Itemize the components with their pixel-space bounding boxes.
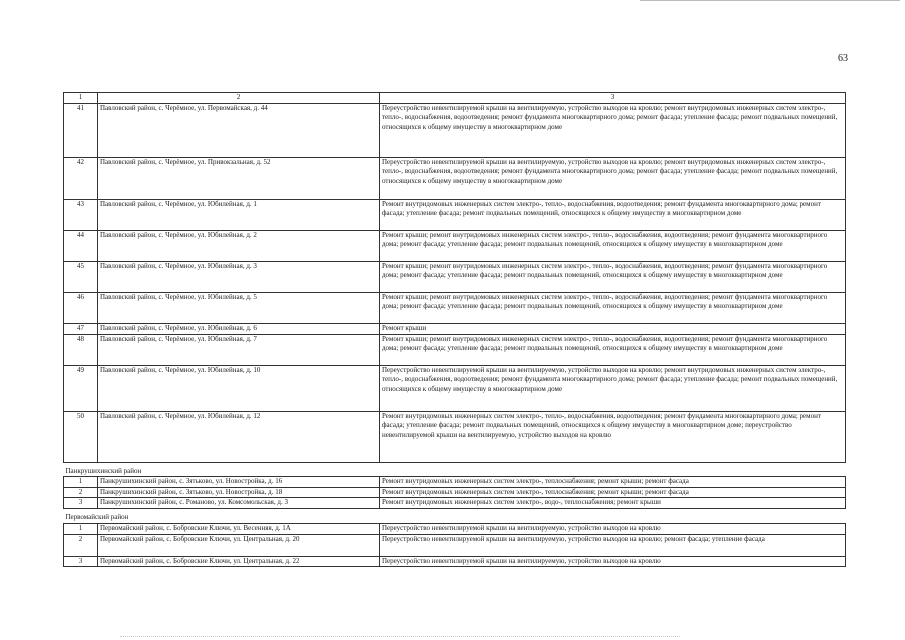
- row-works: Ремонт внутридомовых инженерных систем электро-, теплоснабжения; ремонт крыши; ремонт фасада: [380, 487, 846, 498]
- table-row: [64, 556, 846, 567]
- row-number: 41: [64, 103, 98, 157]
- table-row: [64, 523, 846, 534]
- row-number: 1: [64, 523, 98, 534]
- row-works: Переустройство невентилируемой крыши на вентилируемую, устройство выходов на кровлю; ремонт внутридомовых инженерных систем электро-, тепло-, водоснабжения, водоотведения; ремонт фундамента многоквартирного дома; ремонт фасада; утепление фасада; ремонт подвальных помещений, относящихся к общему имуществу в многоквартирном доме: [380, 365, 846, 411]
- page-number: 63: [838, 53, 848, 64]
- row-works: Ремонт внутридомовых инженерных систем электро-, тепло-, водоснабжения, водоотведения; ремонт фундамента многоквартирного дома; ремонт фасада; утепление фасада; ремонт подвальных помещений, относящихся к общему имуществу в многоквартирном доме; переустройство невентилируемой крыши на вентилируемую, устройство выходов на кровлю: [380, 411, 846, 462]
- row-number: 3: [64, 498, 98, 509]
- table-row: [64, 365, 846, 411]
- table-row: [64, 477, 846, 488]
- header-col-3: 3: [380, 93, 846, 104]
- row-number: 2: [64, 534, 98, 556]
- row-number: 44: [64, 230, 98, 261]
- row-address: Павловский район, с. Черёмное, ул. Юбилейная, д. 12: [98, 411, 380, 462]
- table-row: [64, 261, 846, 292]
- table-row: [64, 534, 846, 556]
- table-row: [64, 103, 846, 157]
- row-address: Павловский район, с. Черёмное, ул. Юбилейная, д. 1: [98, 199, 380, 230]
- row-number: 45: [64, 261, 98, 292]
- row-address: Павловский район, с. Черёмное, ул. Юбилейная, д. 10: [98, 365, 380, 411]
- row-address: Панкрушихинский район, с. Зятьково, ул. Новостройка, д. 16: [98, 477, 380, 488]
- section-title: Первомайский район: [64, 508, 846, 523]
- header-col-2: 2: [98, 93, 380, 104]
- row-works: Ремонт крыши; ремонт внутридомовых инженерных систем электро-, тепло-, водоснабжения, водоотведения; ремонт фундамента многоквартирного дома; ремонт фасада; утепление фасада; ремонт подвальных помещений, относящихся к общему имуществу в многоквартирном доме: [380, 292, 846, 323]
- row-number: 49: [64, 365, 98, 411]
- table-row: [64, 230, 846, 261]
- table-row: [64, 334, 846, 365]
- row-address: Павловский район, с. Черёмное, ул. Юбилейная, д. 2: [98, 230, 380, 261]
- row-works: Ремонт крыши; ремонт внутридомовых инженерных систем электро-, тепло-, водоснабжения, водоотведения; ремонт фундамента многоквартирного дома; ремонт фасада; утепление фасада; ремонт подвальных помещений, относящихся к общему имуществу в многоквартирном доме: [380, 230, 846, 261]
- row-address: Павловский район, с. Черёмное, ул. Юбилейная, д. 5: [98, 292, 380, 323]
- top-scan-rule: [640, 0, 900, 1]
- row-address: Панкрушихинский район, с. Романово, ул. Комсомольская, д. 3: [98, 498, 380, 509]
- scan-edge-marks: [120, 636, 680, 638]
- row-works: Ремонт внутридомовых инженерных систем электро-, тепло-, водоснабжения, водоотведения; ремонт фундамента многоквартирного дома; ремонт фасада; утепление фасада; ремонт подвальных помещений, относящихся к общему имуществу в многоквартирном доме: [380, 199, 846, 230]
- row-works: Переустройство невентилируемой крыши на вентилируемую, устройство выходов на кровлю; ремонт фасада; утепление фасада: [380, 534, 846, 556]
- table-header-row: [64, 93, 846, 104]
- row-address: Павловский район, с. Черёмное, ул. Привокзальная, д. 52: [98, 157, 380, 199]
- table-row: [64, 487, 846, 498]
- row-address: Павловский район, с. Черёмное, ул. Юбилейная, д. 7: [98, 334, 380, 365]
- row-address: Первомайский район, с. Бобровские Ключи, ул. Центральная, д. 22: [98, 556, 380, 567]
- row-works: Ремонт крыши; ремонт внутридомовых инженерных систем электро-, тепло-, водоснабжения, водоотведения; ремонт фундамента многоквартирного дома; ремонт фасада; утепление фасада; ремонт подвальных помещений, относящихся к общему имуществу в многоквартирном доме: [380, 334, 846, 365]
- row-address: Павловский район, с. Черёмное, ул. Юбилейная, д. 6: [98, 323, 380, 334]
- header-col-1: 1: [64, 93, 98, 104]
- row-address: Павловский район, с. Черёмное, ул. Первомайская, д. 44: [98, 103, 380, 157]
- row-works: Переустройство невентилируемой крыши на вентилируемую, устройство выходов на кровлю; ремонт внутридомовых инженерных систем электро-, тепло-, водоснабжения, водоотведения; ремонт фундамента многоквартирного дома; ремонт фасада; утепление фасада; ремонт подвальных помещений, относящихся к общему имуществу в многоквартирном доме: [380, 103, 846, 157]
- row-works: Переустройство невентилируемой крыши на вентилируемую, устройство выходов на кровлю: [380, 556, 846, 567]
- row-number: 3: [64, 556, 98, 567]
- row-works: Ремонт крыши; ремонт внутридомовых инженерных систем электро-, тепло-, водоснабжения, водоотведения; ремонт фундамента многоквартирного дома; ремонт фасада; утепление фасада; ремонт подвальных помещений, относящихся к общему имуществу в многоквартирном доме: [380, 261, 846, 292]
- table-row: [64, 157, 846, 199]
- row-works: Ремонт крыши: [380, 323, 846, 334]
- row-number: 2: [64, 487, 98, 498]
- row-number: 1: [64, 477, 98, 488]
- row-number: 43: [64, 199, 98, 230]
- row-number: 50: [64, 411, 98, 462]
- row-number: 48: [64, 334, 98, 365]
- section-header-row: [64, 462, 846, 477]
- row-number: 46: [64, 292, 98, 323]
- row-number: 47: [64, 323, 98, 334]
- row-address: Павловский район, с. Черёмное, ул. Юбилейная, д. 3: [98, 261, 380, 292]
- row-works: Ремонт внутридомовых инженерных систем электро-, водо-, теплоснабжения; ремонт крыши: [380, 498, 846, 509]
- row-works: Переустройство невентилируемой крыши на вентилируемую, устройство выходов на кровлю; ремонт внутридомовых инженерных систем электро-, тепло-, водоснабжения, водоотведения; ремонт фундамента многоквартирного дома; ремонт фасада; утепление фасада; ремонт подвальных помещений, относящихся к общему имуществу в многоквартирном доме: [380, 157, 846, 199]
- row-number: 42: [64, 157, 98, 199]
- table-row: [64, 292, 846, 323]
- table-row: [64, 498, 846, 509]
- section-title: Панкрушихинский район: [64, 462, 846, 477]
- row-works: Ремонт внутридомовых инженерных систем электро-, теплоснабжения; ремонт крыши; ремонт фасада: [380, 477, 846, 488]
- table-row: [64, 411, 846, 462]
- row-address: Первомайский район, с. Бобровские Ключи, ул. Весенняя, д. 1А: [98, 523, 380, 534]
- repair-registry-table: [63, 92, 846, 567]
- row-works: Переустройство невентилируемой крыши на вентилируемую, устройство выходов на кровлю: [380, 523, 846, 534]
- section-header-row: [64, 508, 846, 523]
- table-row: [64, 199, 846, 230]
- table-row: [64, 323, 846, 334]
- row-address: Первомайский район, с. Бобровские Ключи, ул. Центральная, д. 20: [98, 534, 380, 556]
- row-address: Панкрушихинский район, с. Зятьково, ул. Новостройка, д. 18: [98, 487, 380, 498]
